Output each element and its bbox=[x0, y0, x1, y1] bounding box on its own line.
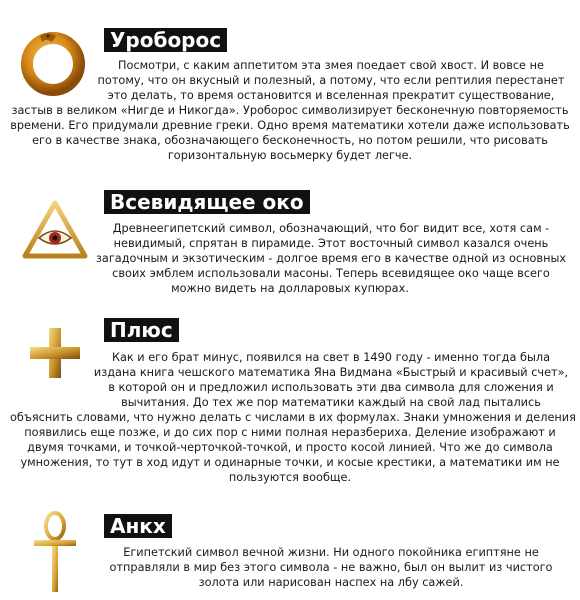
text-line: в которой он и предложил использовать эти два символа для сложения и bbox=[108, 381, 554, 394]
section-title-ankh: Анкх bbox=[104, 514, 172, 538]
section-text-ouroboros bbox=[10, 58, 570, 163]
text-line: отправляли в мир без этого символа - не важно, был он вылит из чистого bbox=[109, 561, 553, 574]
text-line: Как и его брат минус, появился на свет в 1490 году - именно тогда была bbox=[111, 351, 551, 364]
text-line: появились еще позже, и до сих пор с ними полная неразбериха. Деление изображают и bbox=[24, 426, 556, 439]
text-line: Египетский символ вечной жизни. Ни одного покойника египтяне не bbox=[123, 546, 539, 559]
section-text-ankh bbox=[96, 545, 566, 590]
text-line: пользуются вообще. bbox=[228, 471, 352, 484]
section-text-all-seeing-eye bbox=[10, 221, 570, 296]
text-line: его в качестве знака, обозначающего бесконечность, но потом решили, что рисовать bbox=[32, 134, 548, 147]
ankh-icon bbox=[28, 510, 82, 594]
text-line: золота или нарисован наспех на лбу сажей. bbox=[198, 576, 464, 589]
text-line: двумя точками, и точкой-черточкой-точкой, и просто косой линией. Что же до символа bbox=[27, 441, 553, 454]
text-line: это делать, то время остановится и вселенная прекратит существование, bbox=[107, 89, 555, 102]
text-line: Древнеегипетский символ, обозначающий, что бог видит все, хотя сам - bbox=[112, 222, 550, 235]
section-title-all-seeing-eye: Всевидящее око bbox=[104, 190, 310, 214]
text-line: времени. Его придумали древние греки. Одно время математики хотели даже использовать bbox=[10, 119, 570, 132]
text-line: умножения, то тут в ход идут и одинарные точки, и косые крестики, а математики им не bbox=[20, 456, 560, 469]
text-line: можно видеть на долларовых купюрах. bbox=[171, 282, 409, 295]
text-line: вычитания. До тех же пор математики каждый на свой лад пытались bbox=[121, 396, 541, 409]
section-title-plus: Плюс bbox=[104, 318, 179, 342]
text-line: загадочным и экзотическим - долгое время его в качестве одной из основных bbox=[95, 252, 567, 265]
text-line: издана книга чешского математика Яна Видмана «Быстрый и красивый счет», bbox=[93, 366, 569, 379]
text-line: невидимый, спрятан в пирамиде. Этот восточный символ казался очень bbox=[113, 237, 549, 250]
section-text-plus bbox=[10, 350, 576, 485]
text-line: своих эмблем использовали масоны. Теперь всевидящее око чаще всего bbox=[112, 267, 550, 280]
text-line: застыв в великом «Нигде и Никогда». Уроборос символизирует бесконечную повторяемость bbox=[11, 104, 569, 117]
text-line: потому, что он вкусный и полезный, а потому, что если рептилия перестанет bbox=[97, 74, 565, 87]
text-line: объяснить словами, что нужно делать с числами в их формулах. Знаки умножения и деления bbox=[10, 411, 576, 424]
text-line: горизонтальную восьмерку будет легче. bbox=[167, 149, 413, 162]
section-title-ouroboros: Уроборос bbox=[104, 28, 227, 52]
text-line: Посмотри, с каким аппетитом эта змея поедает свой хвост. И вовсе не bbox=[118, 59, 544, 72]
